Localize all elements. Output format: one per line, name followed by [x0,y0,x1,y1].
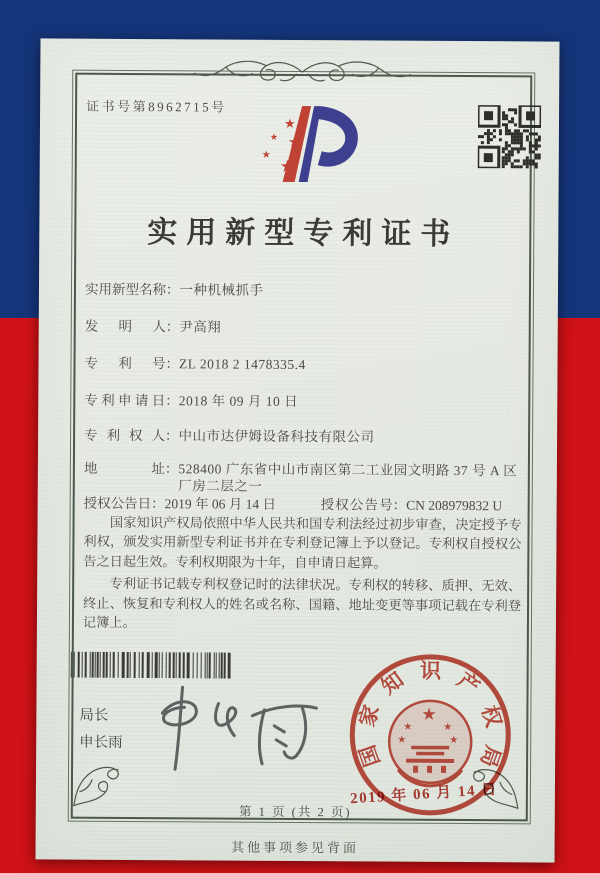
svg-text:★: ★ [449,734,459,746]
svg-text:★: ★ [443,721,453,733]
svg-text:★: ★ [403,721,413,733]
field-value: 尹高翔 [179,319,222,335]
field-label: 专利申请日 [84,392,166,409]
barcode-icon [71,652,231,679]
legal-paragraph: 国家知识产权局依照中华人民共和国专利法经过初步审查，决定授予专利权，颁发实用新型专利证书并在专利登记簿上予以登记。专利权自授权公告之日起生效。专利权期限为十年，自申请日起算。 [83,514,522,571]
signature-icon [146,679,327,780]
field-value: 2018 年 09 月 10 日 [178,393,299,410]
certificate-number: 证书号第8962715号 [86,98,227,115]
signer-title: 局长 [79,707,109,724]
field-value: 一种机械抓手 [179,282,264,298]
grant-date-value: 2019 年 06 月 14 日 [164,496,277,512]
cnipa-logo-icon [250,100,359,189]
field-row-address: 地址 ： 528400 广东省中山市南区第二工业园文明路 37 号 A 区厂房二层之一 [84,460,520,497]
svg-text:★: ★ [421,704,437,724]
field-row-grant: 授权公告日 ： 2019 年 06 月 14 日 授权公告号 ： CN 208979832 U [83,495,503,514]
field-value: 中山市达伊姆设备科技有限公司 [178,428,375,445]
back-note: 其他事项参见背面 [231,839,360,856]
certificate-title: 实用新型专利证书 [147,216,460,251]
certificate-paper [35,38,559,862]
field-value: 528400 广东省中山市南区第二工业园文明路 37 号 A 区厂房二层之一 [178,461,518,494]
svg-text:★: ★ [397,734,407,746]
field-row-patent-no: 专利号 ： ZL 2018 2 1478335.4 [84,355,520,375]
qr-code-icon [478,105,541,168]
signer-block [79,703,123,757]
seal-text: 国家知识产权局 [354,658,507,771]
page-indicator: 第 1 页 (共 2 页) [239,804,352,820]
field-row-filing-date: 专利申请日 ： 2018 年 09 月 10 日 [84,392,520,412]
legal-paragraph: 专利证书记载专利权登记时的法律状况。专利权的转移、质押、无效、终止、恢复和专利权人的姓名或名称、国籍、地址变更等事项记载在专利登记簿上。 [82,576,522,631]
seal-date: 2019 年 06 月 14 日 [349,781,499,808]
svg-text:★: ★ [287,134,302,152]
svg-text:★: ★ [279,156,296,176]
grant-date-label: 授权公告日 [83,495,152,512]
svg-text:★: ★ [269,131,279,142]
field-row-inventor: 发明人 ： 尹高翔 [85,318,521,338]
frame-ornament-top-icon [192,57,412,86]
field-row-patentee: 专利权人 ： 中山市达伊姆设备科技有限公司 [84,427,520,447]
field-value: ZL 2018 2 1478335.4 [178,356,306,373]
field-label: 专利权人 [84,427,166,444]
grant-no-value: CN 208979832 U [406,497,503,514]
grant-no-label: 授权公告号 [320,497,393,513]
svg-text:★: ★ [261,149,271,161]
field-label: 地址 [83,460,165,477]
signer-name: 申长雨 [79,734,123,751]
field-label: 发明人 [84,318,166,335]
field-label: 专利号 [84,355,166,372]
legal-text [83,513,522,638]
field-row-name: 实用新型名称 ： 一种机械抓手 [85,281,521,301]
logo-star: ★ [283,115,296,131]
field-label: 实用新型名称 [84,281,167,298]
